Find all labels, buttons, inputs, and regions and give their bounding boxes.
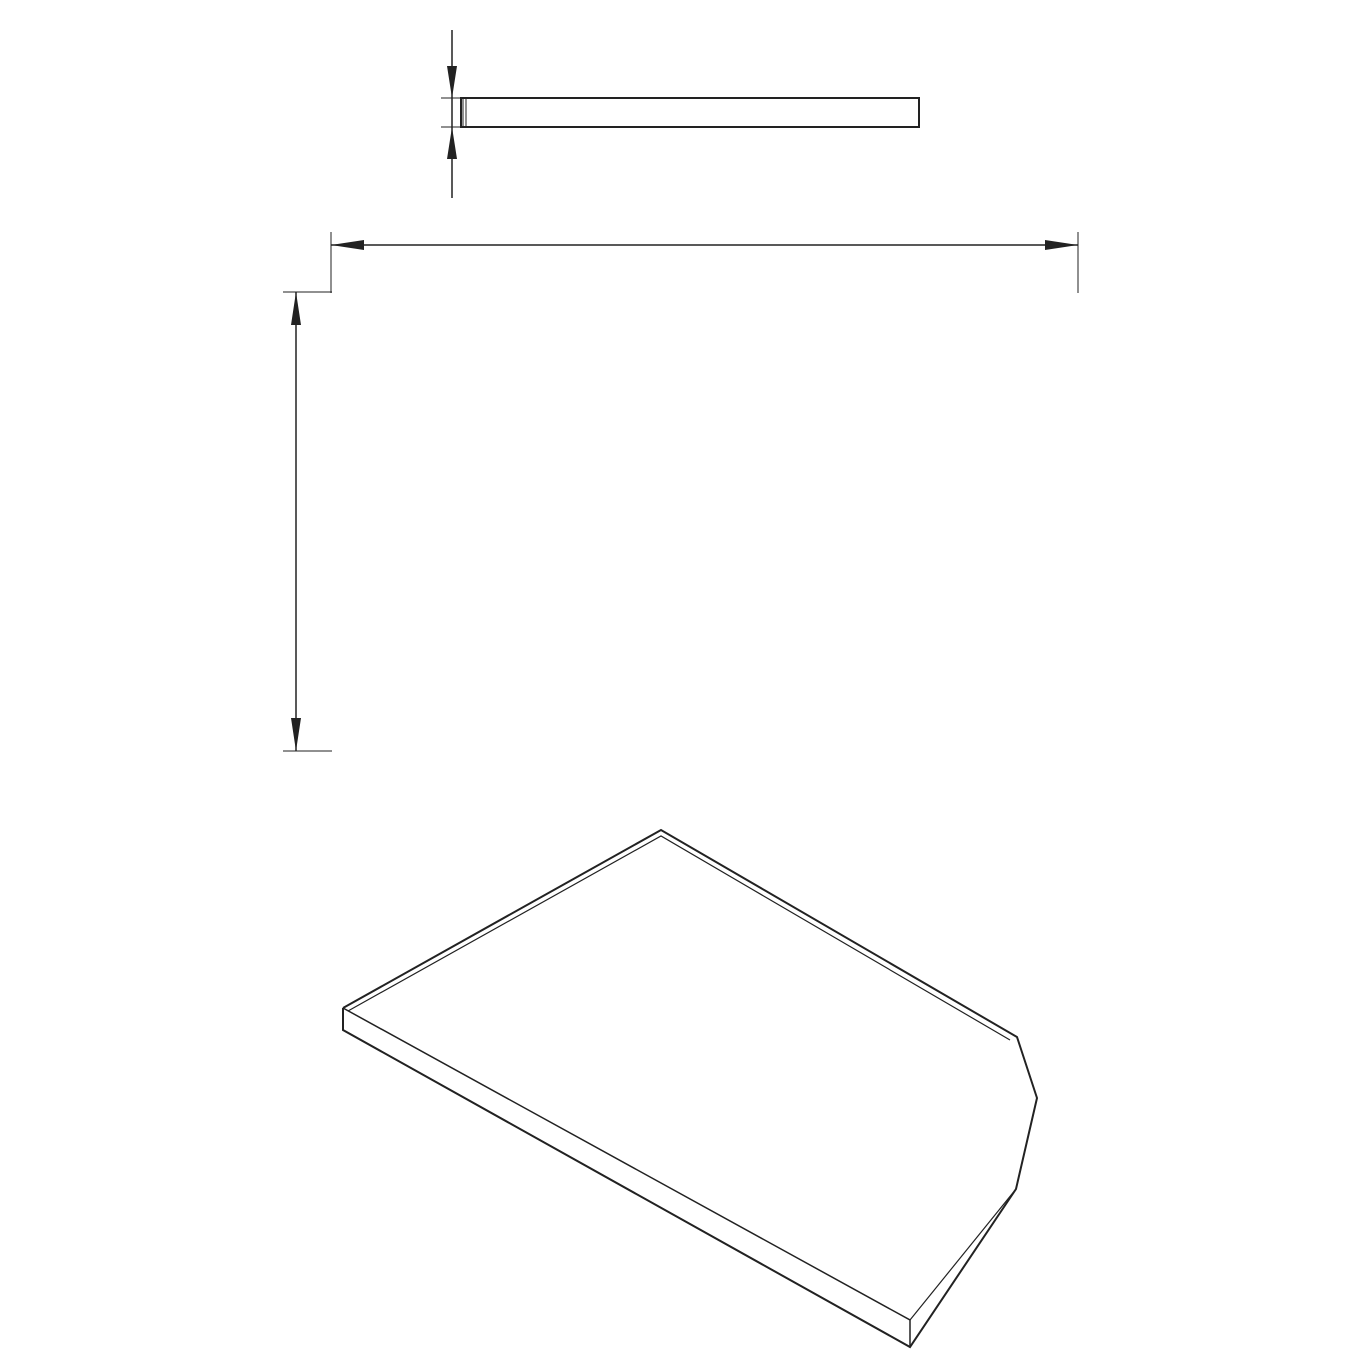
length-dimension [331, 232, 1078, 293]
side-bar-outline [461, 98, 919, 127]
side-view [441, 30, 919, 198]
height-dimension [441, 30, 462, 198]
side-end-hatch [463, 98, 466, 127]
length-arrow-right [1045, 240, 1078, 250]
length-arrow-left [331, 240, 364, 250]
width-arrow-bottom [291, 718, 301, 751]
height-arrow-top [447, 66, 457, 98]
height-arrow-bottom [447, 127, 457, 159]
top-view [283, 232, 1078, 751]
width-dimension [283, 292, 332, 751]
iso-frame [343, 830, 1037, 1347]
width-arrow-top [291, 292, 301, 325]
isometric-view [343, 830, 1037, 1347]
